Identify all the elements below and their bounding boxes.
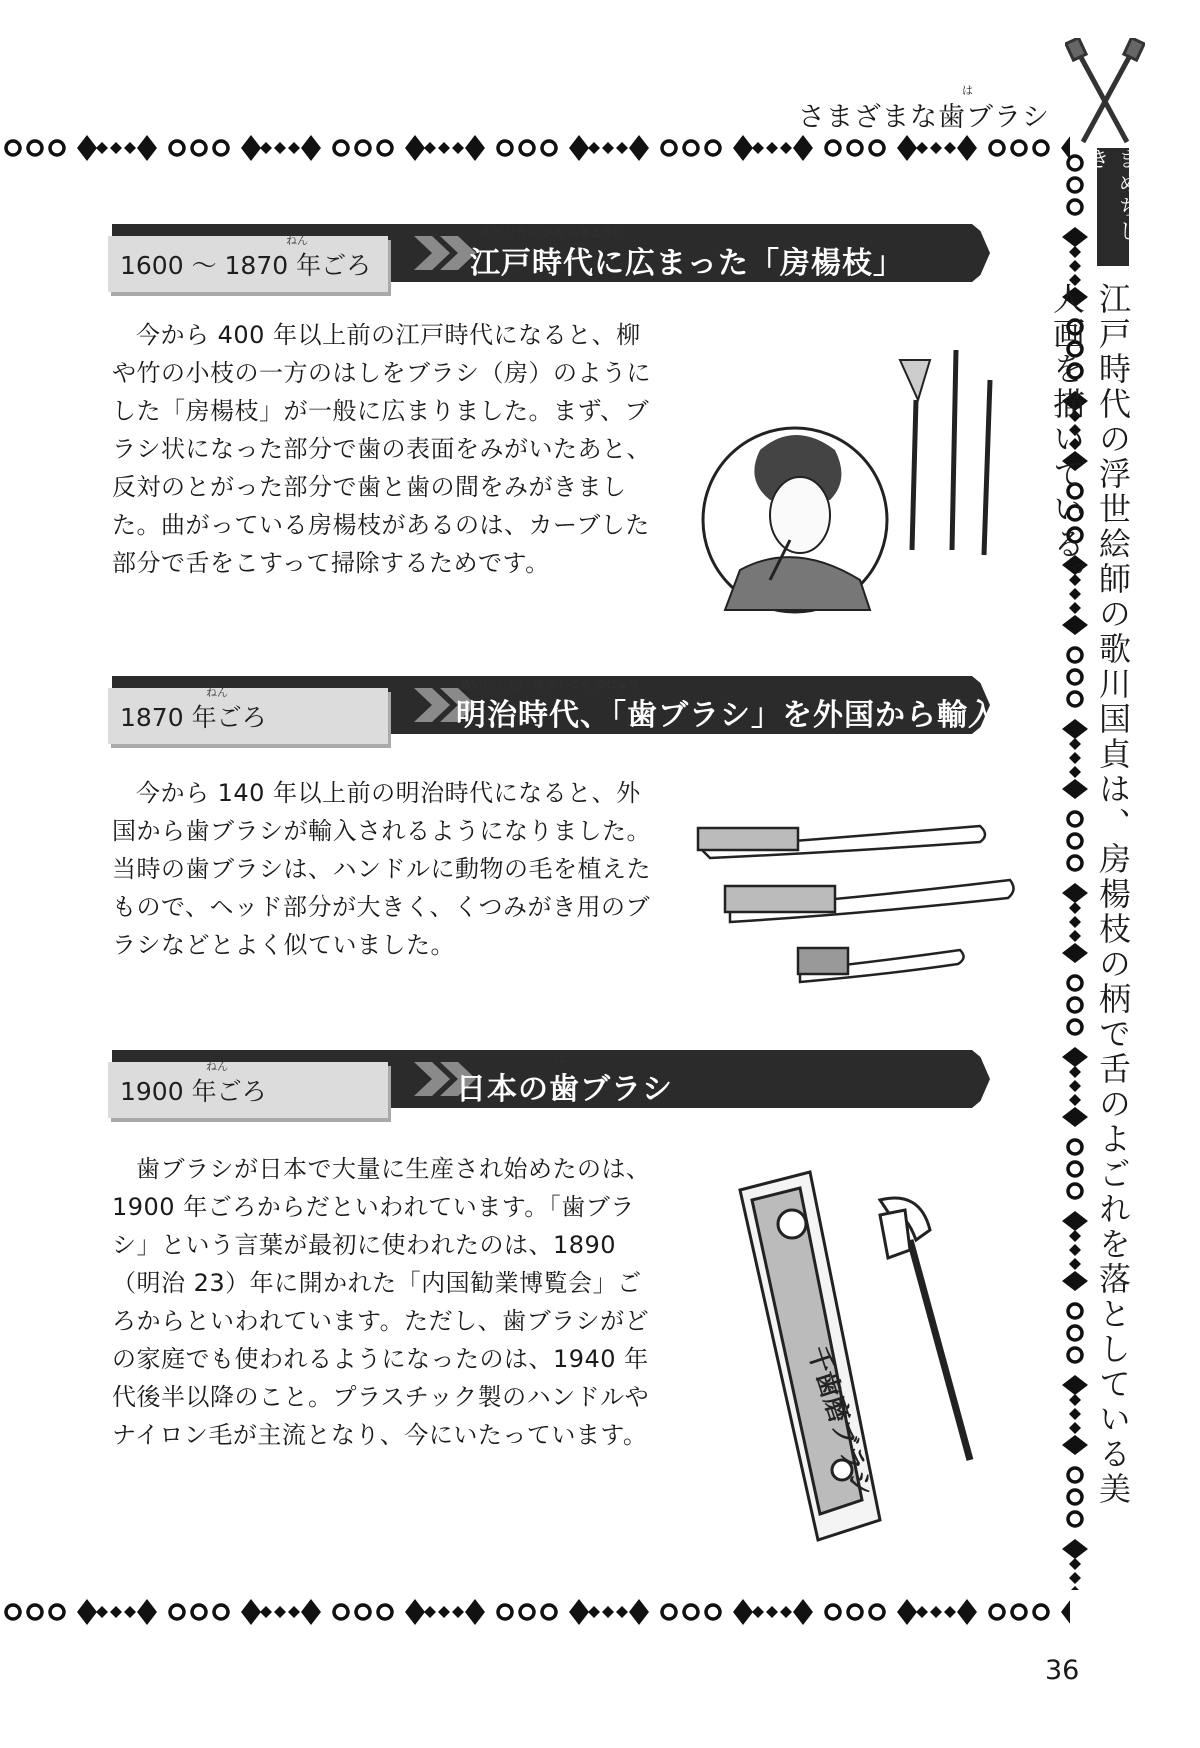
section-2-title-ruby: めいじ じだい は がいこく ゆにゅう [460, 678, 639, 691]
page-header-title: さまざまな歯ブラシ [798, 102, 1050, 133]
fusayoji-illustration [700, 340, 1010, 620]
section-2-title: 明治時代、「歯ブラシ」を外国から輸入 [456, 698, 999, 733]
section-3-era-ruby: ねん [206, 1060, 228, 1073]
section-2-body [112, 774, 652, 964]
japanese-toothbrush-illustration [730, 1170, 990, 1550]
section-3-era: 1900 年ごろ [108, 1062, 388, 1118]
section-2-paragraph: 今から 140 年以上前の明治時代になると、外国から歯ブラシが輸入されるようになりました。当時の歯ブラシは、ハンドルに動物の毛を植えたもので、ヘッド部分が大きく、くつみがき用のブラシなどとよく似ていました。 [112, 779, 651, 959]
section-3-body [112, 1150, 652, 1454]
section-3-paragraph: 歯ブラシが日本で大量に生産され始めたのは、1900 年ごろからだといわれています。「歯ブラシ」という言葉が最初に使われたのは、1890（明治 23）年に開かれた「内国勧業博覧会」ごろからといわれています。ただし、歯ブラシがどの家庭でも使われるようになったのは、1940 年代後半以降のこと。プラスチック製のハンドルやナイロン毛が主流となり、今にいたっています。 [112, 1155, 651, 1449]
section-2-era-ruby: ねん [206, 686, 228, 699]
meiji-toothbrushes-illustration [690, 810, 1020, 990]
section-1-title-ruby: えど じだい ひろ ふさようじ [480, 226, 623, 239]
header-title-ruby: は [962, 84, 973, 97]
package-label: 千歯磨ブラシ [801, 1342, 879, 1501]
mamechishiki-label: まめちしき [1097, 148, 1129, 266]
section-1-paragraph: 今から 400 年以上前の江戸時代になると、柳や竹の小枝の一方のはしをブラシ（房）のようにした「房楊枝」が一般に広まりました。まず、ブラシ状になった部分で歯の表面をみがいたあと、反対のとがった部分で歯と歯の間をみがきました。曲がっている房楊枝があるのは、カーブした部分で舌をこすって掃除するためです。 [112, 321, 651, 577]
section-3-title-ruby: は [554, 1052, 565, 1065]
section-1-era: 1600 〜 1870 年ごろ [108, 236, 388, 292]
section-1-era-ruby: ねん [286, 234, 308, 247]
top-decorative-border [0, 133, 1070, 163]
section-1-body [112, 316, 652, 582]
bottom-decorative-border [0, 1597, 1070, 1627]
section-1-title: 江戸時代に広まった「房楊枝」 [470, 246, 904, 281]
page-number: 36 [1045, 1655, 1080, 1686]
section-3-title: 日本の歯ブラシ [456, 1072, 673, 1107]
mamechishiki-text: 江戸時代の浮世絵師の歌川国貞は、房楊枝の柄で舌のよごれを落としている美人画を描いている。 [1048, 282, 1132, 1507]
crossed-toothbrush-icon [1065, 38, 1145, 148]
section-2-era: 1870 年ごろ [108, 688, 388, 744]
